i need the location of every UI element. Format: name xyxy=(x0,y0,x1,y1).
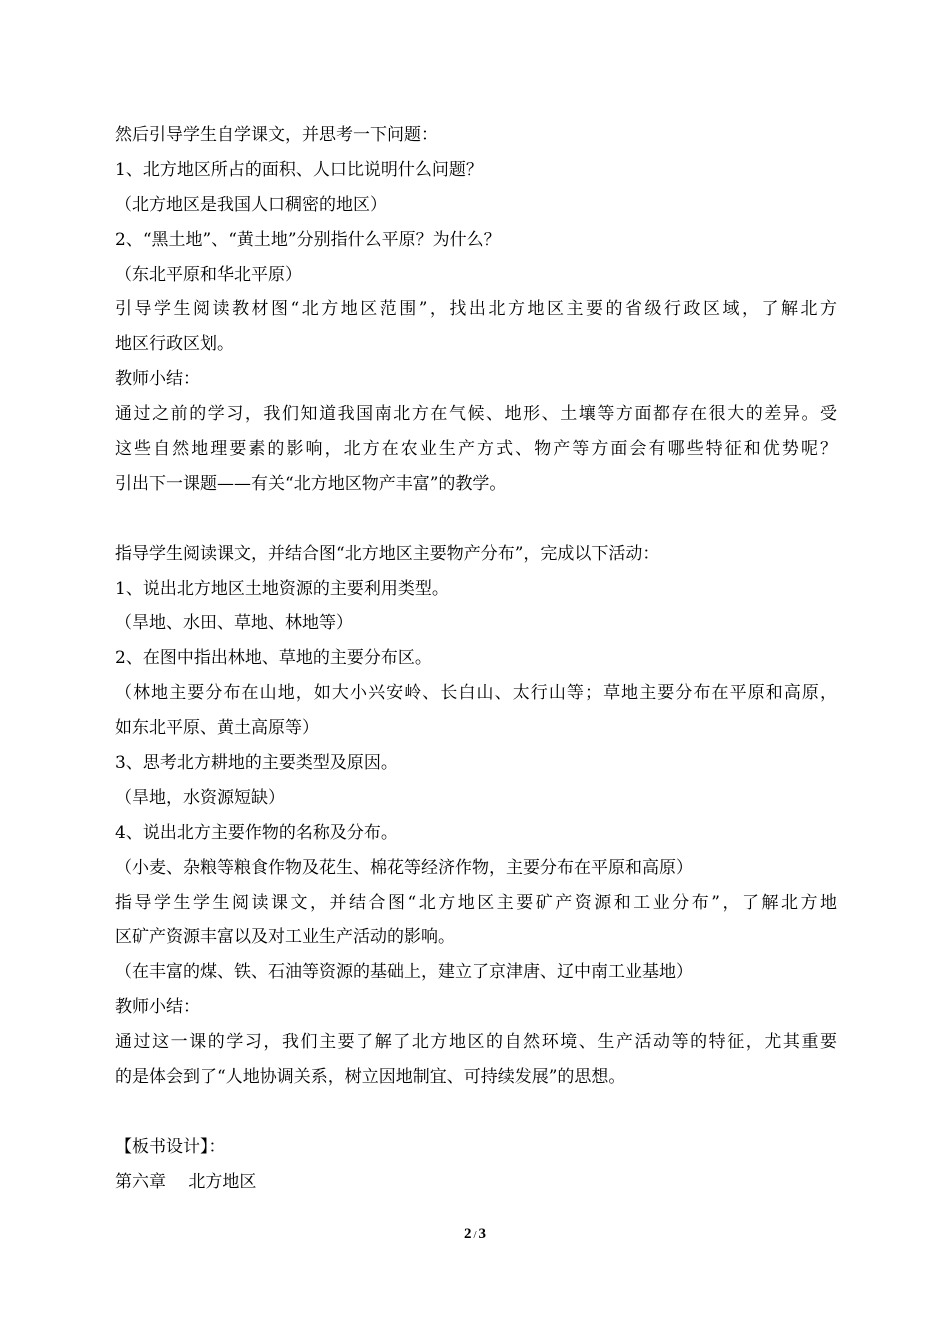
text-line: （小麦、杂粮等粮食作物及花生、棉花等经济作物，主要分布在平原和高原） xyxy=(115,857,693,878)
text-line: 地区行政区划。 xyxy=(115,334,234,355)
page-number xyxy=(0,1226,950,1243)
text-line: 指导学生学生阅读课文，并结合图“北方地区主要矿产资源和工业分布”，了解北方地 xyxy=(115,892,837,913)
text-line: （在丰富的煤、铁、石油等资源的基础上，建立了京津唐、辽中南工业基地） xyxy=(115,962,693,983)
text-line: 的是体会到了“人地协调关系，树立因地制宜、可持续发展”的思想。 xyxy=(115,1067,626,1088)
text-line: 指导学生阅读课文，并结合图“北方地区主要物产分布”，完成以下活动： xyxy=(115,543,660,564)
text-line: 2、在图中指出林地、草地的主要分布区。 xyxy=(115,648,432,669)
current-page-number: 2 xyxy=(463,1226,472,1242)
text-line: 第六章 北方地区 xyxy=(115,1171,257,1192)
text-line: 通过这一课的学习，我们主要了解了北方地区的自然环境、生产活动等的特征，尤其重要 xyxy=(115,1032,837,1053)
text-line: 然后引导学生自学课文，并思考一下问题： xyxy=(115,125,438,145)
text-line: 【板书设计】： xyxy=(115,1136,226,1157)
text-line: （北方地区是我国人口稠密的地区） xyxy=(115,194,387,215)
document-body xyxy=(115,118,837,1200)
text-line: （旱地，水资源短缺） xyxy=(115,787,285,808)
text-line: 4、说出北方主要作物的名称及分布。 xyxy=(115,822,398,843)
text-line: （旱地、水田、草地、林地等） xyxy=(115,613,353,634)
text-line: 3、思考北方耕地的主要类型及原因。 xyxy=(115,753,398,774)
text-line: 如东北平原、黄土高原等） xyxy=(115,718,319,739)
text-line: （东北平原和华北平原） xyxy=(115,264,302,285)
text-line: 2、“黑土地”、“黄土地”分别指什么平原？为什么？ xyxy=(115,229,501,250)
text-line: 教师小结： xyxy=(115,997,200,1018)
text-line: 引出下一课题——有关“北方地区物产丰富”的教学。 xyxy=(115,473,507,494)
text-line: 1、说出北方地区土地资源的主要利用类型。 xyxy=(115,578,449,599)
text-line: 区矿产资源丰富以及对工业生产活动的影响。 xyxy=(115,927,455,948)
page-separator: / xyxy=(473,1229,477,1241)
text-line: 引导学生阅读教材图“北方地区范围”，找出北方地区主要的省级行政区域，了解北方 xyxy=(115,299,837,320)
total-pages-number: 3 xyxy=(478,1226,487,1242)
text-line: 这些自然地理要素的影响，北方在农业生产方式、物产等方面会有哪些特征和优势呢？ xyxy=(115,439,837,460)
blank-line xyxy=(115,502,837,537)
text-line: 教师小结： xyxy=(115,369,200,390)
blank-line xyxy=(115,1095,837,1130)
text-line: （林地主要分布在山地，如大小兴安岭、长白山、太行山等；草地主要分布在平原和高原， xyxy=(115,683,837,704)
text-line: 1、北方地区所占的面积、人口比说明什么问题？ xyxy=(115,159,483,180)
text-line: 通过之前的学习，我们知道我国南北方在气候、地形、土壤等方面都存在很大的差异。受 xyxy=(115,404,837,425)
